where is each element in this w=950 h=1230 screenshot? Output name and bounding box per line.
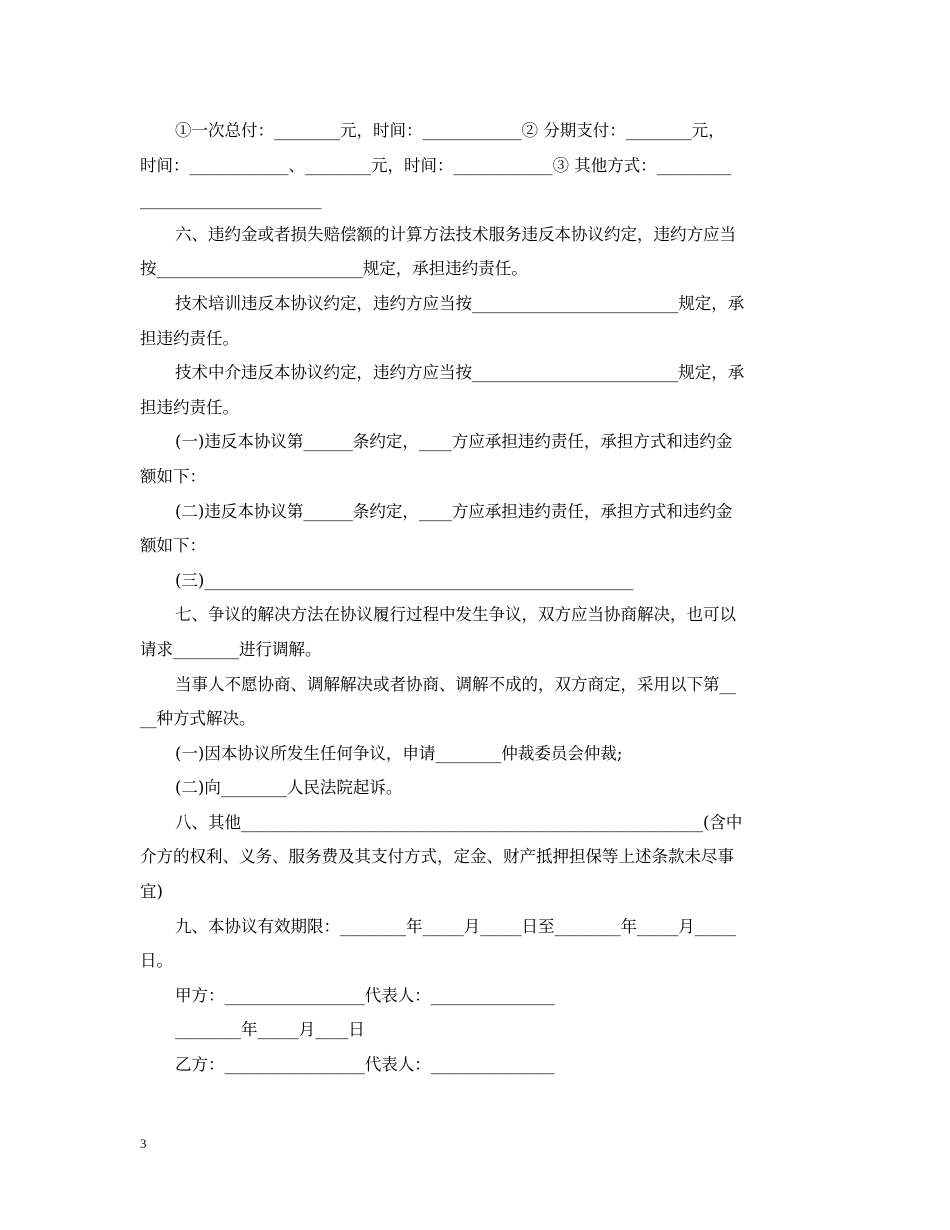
text-line: 介方的权利、义务、服务费及其支付方式，定金、财产抵押担保等上述条款未尽事 (140, 847, 734, 867)
text-line: 按_________________________规定，承担违约责任。 (140, 259, 528, 279)
text-line: 技术培训违反本协议约定，违约方应当按_________________________规定，承 (175, 293, 745, 313)
text-line: (一)违反本协议第______条约定，____方应承担违约责任，承担方式和违约金 (175, 432, 733, 452)
text-line: 技术中介违反本协议约定，违约方应当按_________________________规定，承 (175, 363, 745, 383)
text-line: 额如下： (140, 466, 206, 486)
text-line: 九、本协议有效期限：________年_____月_____日至________年_____月_____ (175, 916, 736, 936)
text-line: 甲方：_________________代表人：_______________ (175, 985, 555, 1005)
text-line: 时间：____________、________元，时间：____________③ 其他方式：_________ (140, 155, 731, 175)
page-number: 3 (140, 1136, 147, 1151)
text-line: ________年_____月____日 (175, 1020, 365, 1040)
text-line: 宜) (140, 882, 163, 902)
document-body (140, 114, 812, 1083)
text-line: 八、其他________________________________________________________(含中 (175, 812, 743, 832)
text-line: 请求________进行调解。 (140, 639, 322, 659)
text-line: 乙方：_________________代表人：_______________ (175, 1055, 555, 1075)
text-line: 日。 (140, 951, 173, 971)
text-line: (二)违反本协议第______条约定，____方应承担违约责任，承担方式和违约金 (175, 501, 733, 521)
text-line: 担违约责任。 (140, 397, 239, 417)
text-line: 担违约责任。 (140, 328, 239, 348)
text-line: (三)____________________________________________________ (175, 570, 634, 590)
text-line: 额如下： (140, 536, 206, 556)
text-line: __种方式解决。 (140, 709, 256, 729)
text-line: 六、违约金或者损失赔偿额的计算方法技术服务违反本协议约定，违约方应当 (175, 224, 736, 244)
text-line: (一)因本协议所发生任何争议，申请________仲裁委员会仲裁; (175, 743, 623, 763)
text-line: 七、争议的解决方法在协议履行过程中发生争议，双方应当协商解决，也可以 (175, 605, 736, 625)
text-line: ①一次总付：________元，时间：____________② 分期支付：________元， (175, 121, 725, 140)
text-line: (二)向________人民法院起诉。 (175, 778, 403, 798)
text-line: 当事人不愿协商、调解解决或者协商、调解不成的，双方商定，采用以下第__ (175, 674, 736, 694)
text-line: ______________________ (140, 190, 322, 210)
